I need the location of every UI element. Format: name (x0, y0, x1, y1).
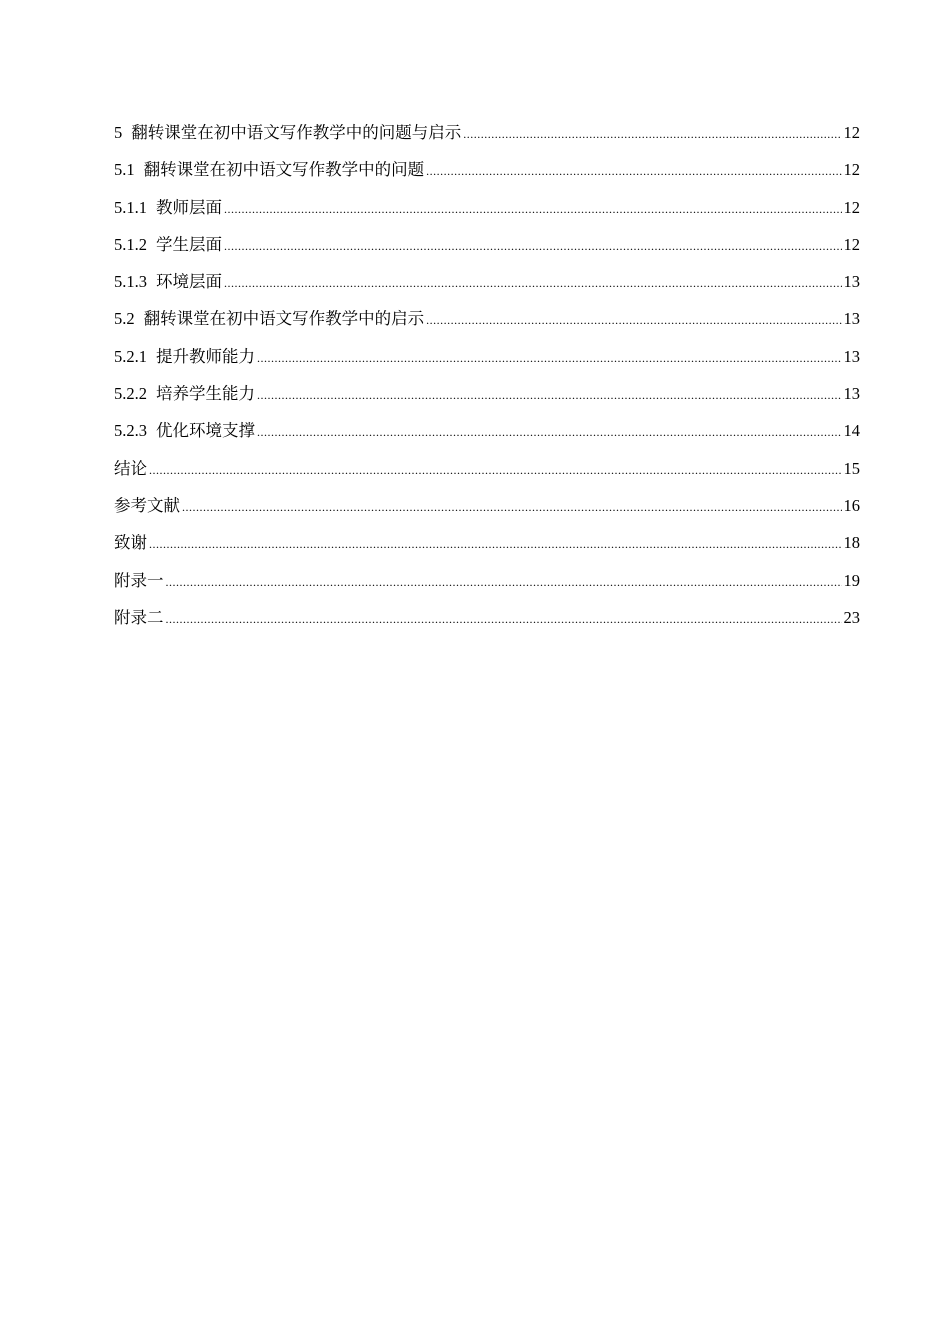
toc-entry-title: 附录一 (114, 570, 164, 590)
toc-dot-leader (166, 564, 842, 601)
toc-entry-page: 13 (843, 384, 860, 404)
toc-entry-page: 12 (843, 123, 860, 142)
toc-entry-title: 环境层面 (156, 272, 222, 292)
toc-entry-page: 12 (843, 160, 860, 180)
toc-entry-5-2[interactable] (114, 300, 860, 337)
toc-dot-leader (463, 116, 841, 153)
toc-entry-page: 14 (843, 421, 860, 441)
toc-entry-page: 13 (843, 346, 860, 366)
toc-entry-5-1[interactable] (114, 151, 860, 188)
toc-dot-leader (426, 153, 841, 190)
toc-entry-page: 23 (843, 607, 860, 627)
toc-entry-title: 培养学生能力 (156, 384, 255, 404)
toc-entry-number: 5.2.2 (114, 384, 147, 404)
toc-entry-page: 12 (843, 234, 860, 254)
toc-entry-title: 附录二 (114, 607, 164, 627)
toc-entry-references[interactable] (114, 487, 860, 524)
toc-entry-number: 5.2.1 (114, 346, 147, 366)
toc-dot-leader (257, 340, 842, 377)
toc-dot-leader (182, 489, 842, 526)
toc-entry-title: 致谢 (114, 533, 147, 553)
toc-entry-5-1-2[interactable] (114, 226, 860, 263)
toc-entry-page: 15 (843, 458, 860, 478)
toc-entry-number: 5.2.3 (114, 421, 147, 441)
toc-entry-number: 5 (114, 123, 123, 142)
toc-entry-page: 12 (843, 197, 860, 217)
toc-entry-5[interactable] (114, 114, 860, 151)
toc-dot-leader (257, 414, 842, 451)
toc-entry-5-1-3[interactable] (114, 263, 860, 300)
toc-entry-conclusion[interactable] (114, 450, 860, 487)
toc-entry-title: 教师层面 (156, 197, 222, 217)
toc-entry-number: 5.2 (114, 309, 135, 329)
toc-dot-leader (166, 601, 842, 638)
toc-dot-leader (224, 228, 842, 265)
toc-entry-5-2-2[interactable] (114, 375, 860, 412)
toc-entry-5-1-1[interactable] (114, 189, 860, 226)
toc-dot-leader (224, 191, 842, 228)
toc-entry-page: 13 (843, 309, 860, 329)
toc-entry-page: 18 (843, 533, 860, 553)
toc-entry-page: 16 (843, 495, 860, 515)
toc-entry-acknowledgements[interactable] (114, 524, 860, 561)
toc-entry-title: 学生层面 (156, 234, 222, 254)
toc-dot-leader (224, 265, 842, 302)
toc-entry-appendix-2[interactable] (114, 599, 860, 636)
toc-entry-title: 翻转课堂在初中语文写作教学中的问题 (143, 160, 425, 180)
toc-dot-leader (257, 377, 842, 414)
toc-entry-page: 19 (843, 570, 860, 590)
toc-entry-number: 5.1.1 (114, 197, 147, 217)
toc-entry-title: 参考文献 (114, 495, 180, 515)
toc-entry-number: 5.1.2 (114, 234, 147, 254)
toc-entry-page: 13 (843, 272, 860, 292)
toc-entry-title: 优化环境支撑 (156, 421, 255, 441)
toc-entry-title: 提升教师能力 (156, 346, 255, 366)
toc-entry-number: 5.1 (114, 160, 135, 180)
toc-entry-title: 翻转课堂在初中语文写作教学中的启示 (143, 309, 425, 329)
toc-entry-5-2-3[interactable] (114, 412, 860, 449)
toc-dot-leader (149, 526, 842, 563)
toc-dot-leader (149, 452, 842, 489)
toc-entry-number: 5.1.3 (114, 272, 147, 292)
toc-entry-title: 结论 (114, 458, 147, 478)
table-of-contents (114, 114, 860, 636)
toc-dot-leader (426, 302, 841, 339)
toc-entry-appendix-1[interactable] (114, 562, 860, 599)
toc-entry-title: 翻转课堂在初中语文写作教学中的问题与启示 (131, 123, 462, 142)
toc-entry-5-2-1[interactable] (114, 338, 860, 375)
